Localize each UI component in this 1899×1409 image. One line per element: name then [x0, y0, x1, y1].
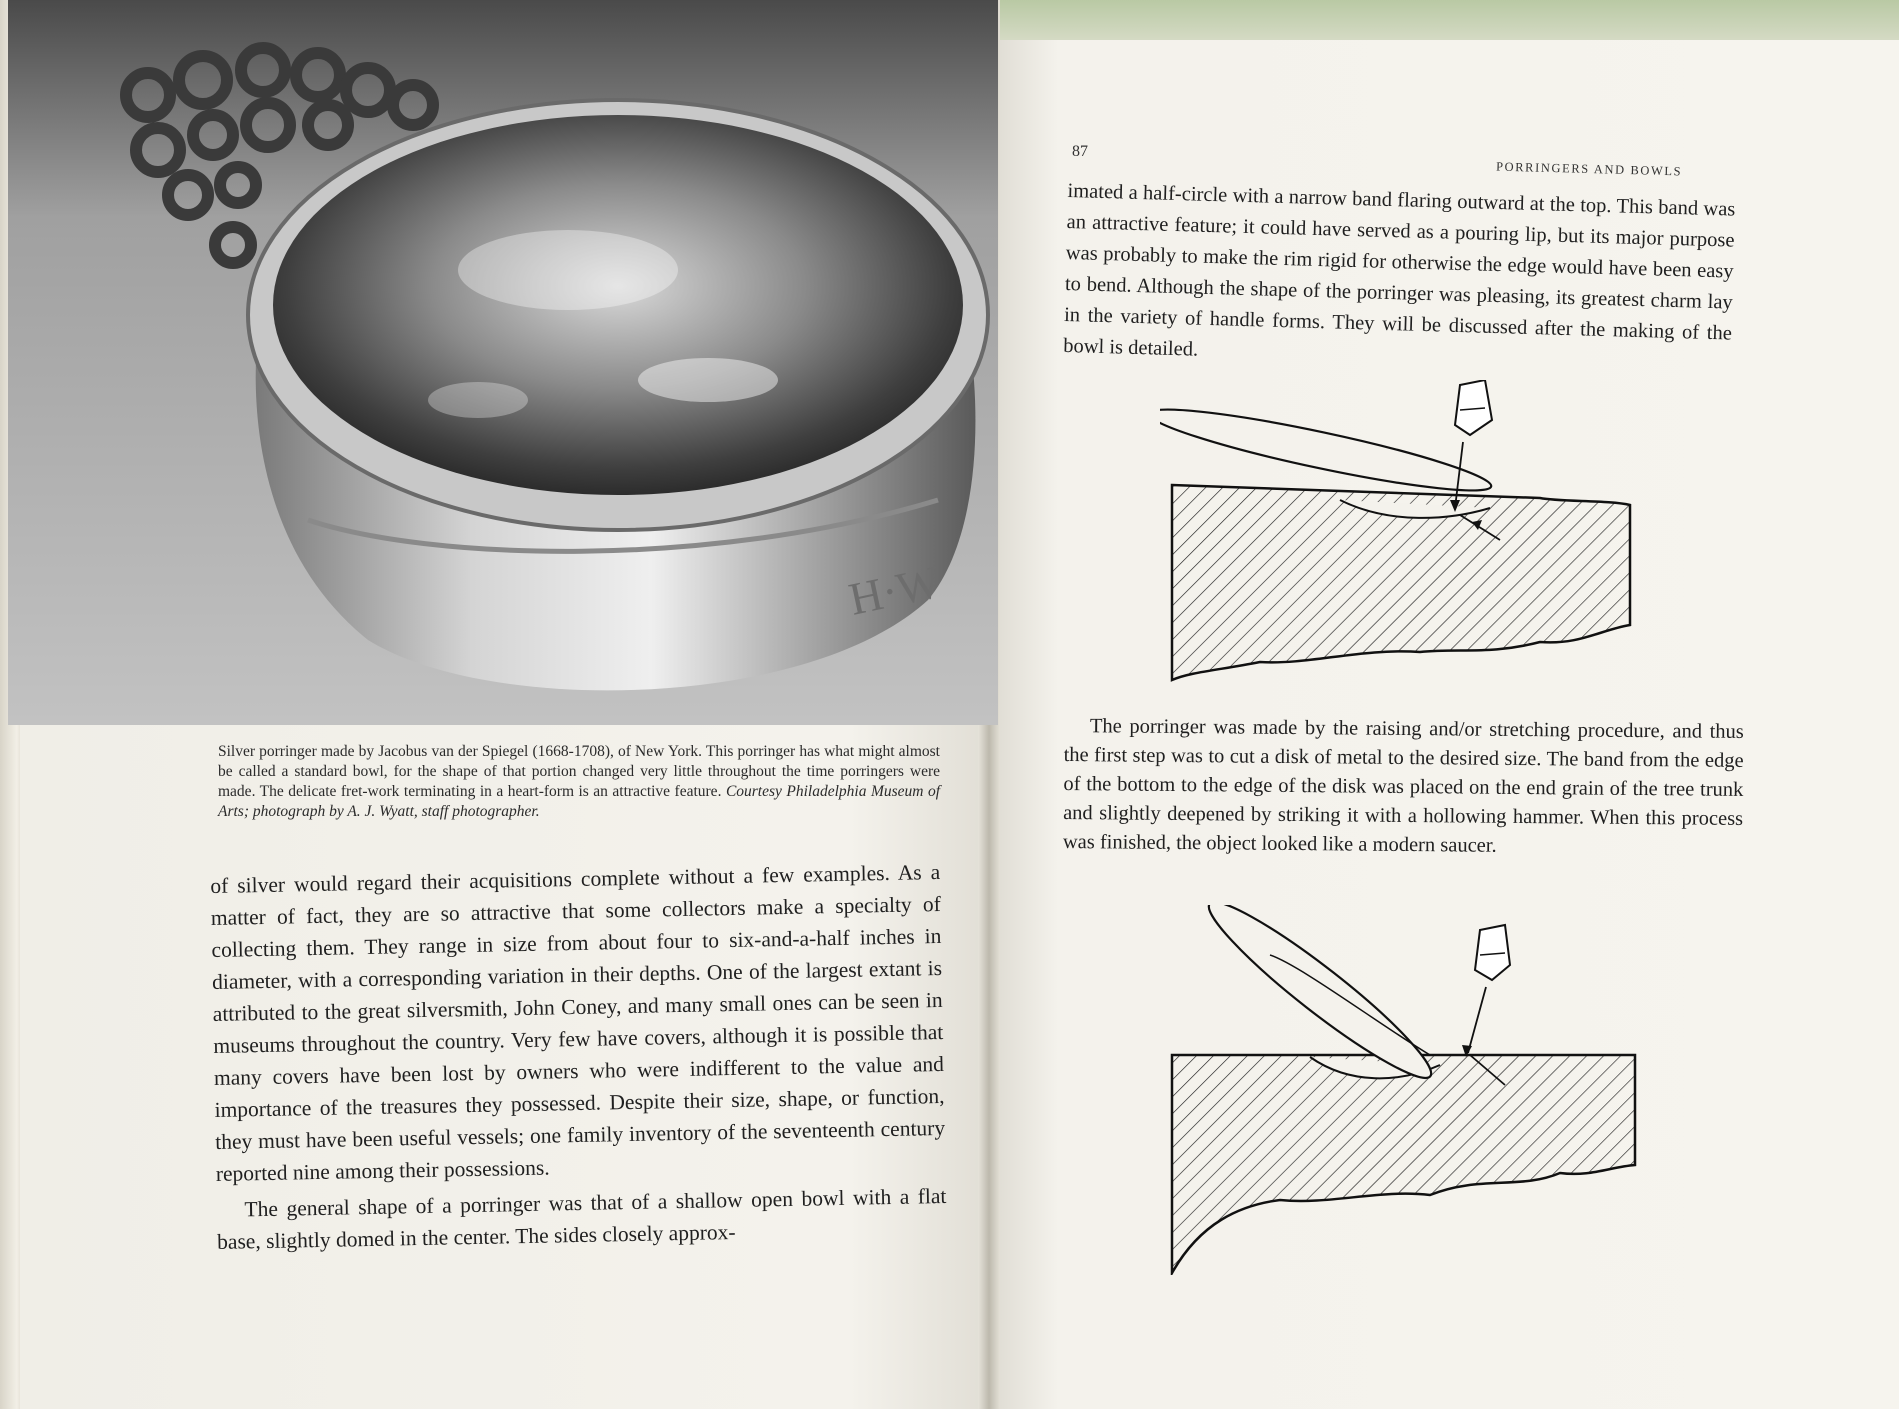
caption-credit: Courtesy Philadelphia Museum of Arts; photograph by A. J. Wyatt, staff photographer.: [218, 783, 940, 820]
caption-text: Silver porringer made by Jacobus van der Spiegel (1668-1708), of New York. This porringer has what might almost be called a standard bowl, for the shape of that portion changed very little throughout the time porringers were made. The delicate fret-work terminating in a heart-form is an attractive feature.: [218, 743, 940, 800]
photo-caption: [218, 742, 940, 822]
hammer-icon: [1455, 380, 1492, 435]
body-paragraph: of silver would regard their acquisitions complete without a few examples. As a matter of fact, they are so attractive that some collectors make a specialty of collecting them. They range in size from about four to six-and-a-half inches in diameter, with a corresponding variation in their depths. One of the largest extant is attributed to the great silversmith, John Coney, and many small ones can be seen in museums throughout the country. Very few have covers, although it is possible that many covers have been lost by owners who were indifferent to the value and importance of the treasures they possessed. Despite their size, shape, or function, they must have been useful vessels; one family inventory of the seventeenth century reported nine among their possessions.: [210, 859, 946, 1186]
right-body-text-top: imated a half-circle with a narrow band flaring outward at the top. This band was an attractive feature; it could have served as a pouring lip, but its major purpose was probably to make the rim rigid for otherwise the edge would have been easy to bend. Although the shape of the porringer was pleasing, its greatest charm lay in the variety of handle forms. They will be discussed after the making of the bowl is detailed.: [1062, 179, 1736, 361]
running-head: PORRINGERS AND BOWLS: [1495, 159, 1683, 179]
left-body-text: [210, 856, 947, 1258]
porringer-illustration: [8, 0, 998, 725]
engraving-initials: H·W: [844, 555, 946, 625]
hammer-icon: [1475, 925, 1510, 980]
body-paragraph: The general shape of a porringer was that of a shallow open bowl with a flat base, slightly domed in the center. The sides closely approx-: [216, 1183, 947, 1254]
porringer-photo: [8, 0, 998, 725]
body-paragraph: The porringer was made by the raising and/or stretching procedure, and thus the first step was to cut a disk of metal to the desired size. The band from the edge of the bottom to the edge of the disk was placed on the end grain of the tree trunk and slightly deepened by striking it with a hollowing hammer. When this process was finished, the object looked like a modern saucer.: [1062, 715, 1744, 857]
page-number: 87: [1072, 143, 1088, 160]
hammering-diagram-1: [1160, 380, 1640, 690]
right-body-text-mid: [1063, 712, 1744, 863]
hammering-diagram-2: [1160, 905, 1650, 1275]
